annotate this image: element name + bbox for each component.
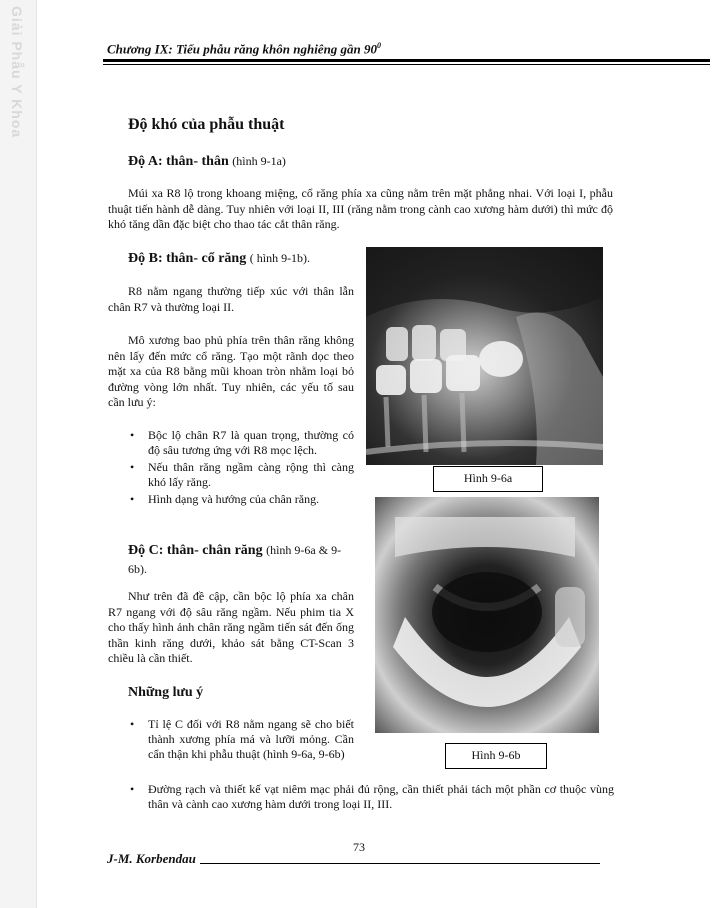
main-title: Độ khó của phẫu thuật (128, 116, 285, 133)
left-margin-strip (0, 0, 37, 908)
section-c-heading (128, 541, 356, 579)
notes-heading: Những lưu ý (128, 685, 204, 700)
chapter-header (107, 41, 381, 57)
chapter-title: Chương IX: Tiểu phẫu răng khôn nghiêng gần 90 (107, 41, 378, 57)
xray-figure-9-6b (375, 497, 599, 733)
section-c-ref: (hình 9-6a & 9-6b). (128, 543, 342, 576)
chapter-degree-sup: 0 (377, 41, 382, 50)
footer-author: J-M. Korbendau (107, 851, 196, 866)
section-b-heading (128, 251, 310, 267)
section-a-body: Múi xa R8 lộ trong khoang miệng, cổ răng phía xa cũng nằm trên mặt phẳng nhai. Với loại I, phẫu thuật tiến hành dễ dàng. Tuy nhiên với loại II, III (răng nằm trong cành cao xương hàm dưới) thì mức độ khó tăng dần đặc biệt cho thao tác cắt thân răng. (108, 186, 613, 231)
notes-bullet-2-text: Đường rạch và thiết kế vạt niêm mạc phải đủ rộng, cần thiết phải tách một phần cơ thuộc vùng thân và cành cao xương hàm dưới trong loại II, III. (148, 782, 614, 811)
figure-9-6a-caption: Hình 9-6a (433, 466, 543, 492)
section-b-bullet-3-text: Hình dạng và hướng của chân răng. (148, 492, 320, 506)
bullet-marker: • (130, 782, 135, 796)
section-a-heading (128, 154, 286, 170)
section-b-title: Độ B: thân- cổ răng (128, 251, 247, 266)
notes-bullet-1-text: Tỉ lệ C đối với R8 nằm ngang sẽ cho biết thành xương phía má và lưỡi mỏng. Cần cẩn thận khi phẫu thuật (hình 9-6a, 9-6b) (148, 717, 354, 761)
section-b-ref: ( hình 9-1b). (249, 251, 311, 265)
section-b-bullet-3 (128, 492, 354, 507)
bullet-marker: • (130, 492, 135, 506)
bullet-marker: • (130, 460, 135, 474)
notes-bullet-1 (128, 717, 354, 762)
page-number: 73 (353, 840, 365, 854)
section-b-paragraph-1: R8 nằm ngang thường tiếp xúc với thân lẫn chân R7 và thường loại II. (108, 284, 354, 314)
bullet-marker: • (130, 428, 135, 442)
section-c-body: Như trên đã đề cập, cần bộc lộ phía xa chân R7 ngang với độ sâu răng ngầm. Nếu phim tia X cho thấy hình ảnh chân răng ngầm tiến sát đến ống thần kinh răng dưới, khảo sát bằng CT-Scan 3 chiều là cần thiết. (108, 589, 354, 665)
footer-rule (200, 863, 600, 864)
figure-9-6b-caption: Hình 9-6b (445, 743, 547, 769)
watermark: Giải Phẫu Y Khoa (9, 6, 25, 139)
section-b-paragraph-2: Mô xương bao phủ phía trên thân răng không nên lấy đến mức cổ răng. Tạo một rãnh dọc theo mặt xa của R8 bằng mũi khoan tròn nhằm loại bỏ đường vòng lớn nhất. Tuy nhiên, các yếu tố sau cần lưu ý: (108, 333, 354, 409)
notes-bullet-list-1 (128, 717, 354, 762)
section-b-bullet-list (128, 428, 354, 507)
section-a-title: Độ A: thân- thân (128, 154, 229, 169)
notes-bullet-list-2 (128, 782, 614, 812)
section-c-title: Độ C: thân- chân răng (128, 543, 263, 558)
header-rule-thick (103, 59, 710, 62)
xray-teeth-illustration (366, 247, 603, 465)
section-b-bullet-2-text: Nếu thân răng ngầm càng rộng thì càng khó lấy răng. (148, 460, 354, 489)
notes-bullet-2 (128, 782, 614, 812)
section-a-ref: (hình 9-1a) (232, 154, 286, 168)
bullet-marker: • (130, 717, 135, 731)
section-b-bullet-1 (128, 428, 354, 458)
section-b-bullet-2 (128, 460, 354, 490)
header-rule-thin (103, 64, 710, 65)
xray-figure-9-6a (366, 247, 603, 465)
xray-arch-illustration (375, 497, 599, 733)
section-b-bullet-1-text: Bộc lộ chân R7 là quan trọng, thường có độ sâu tương ứng với R8 mọc lệch. (148, 428, 354, 457)
